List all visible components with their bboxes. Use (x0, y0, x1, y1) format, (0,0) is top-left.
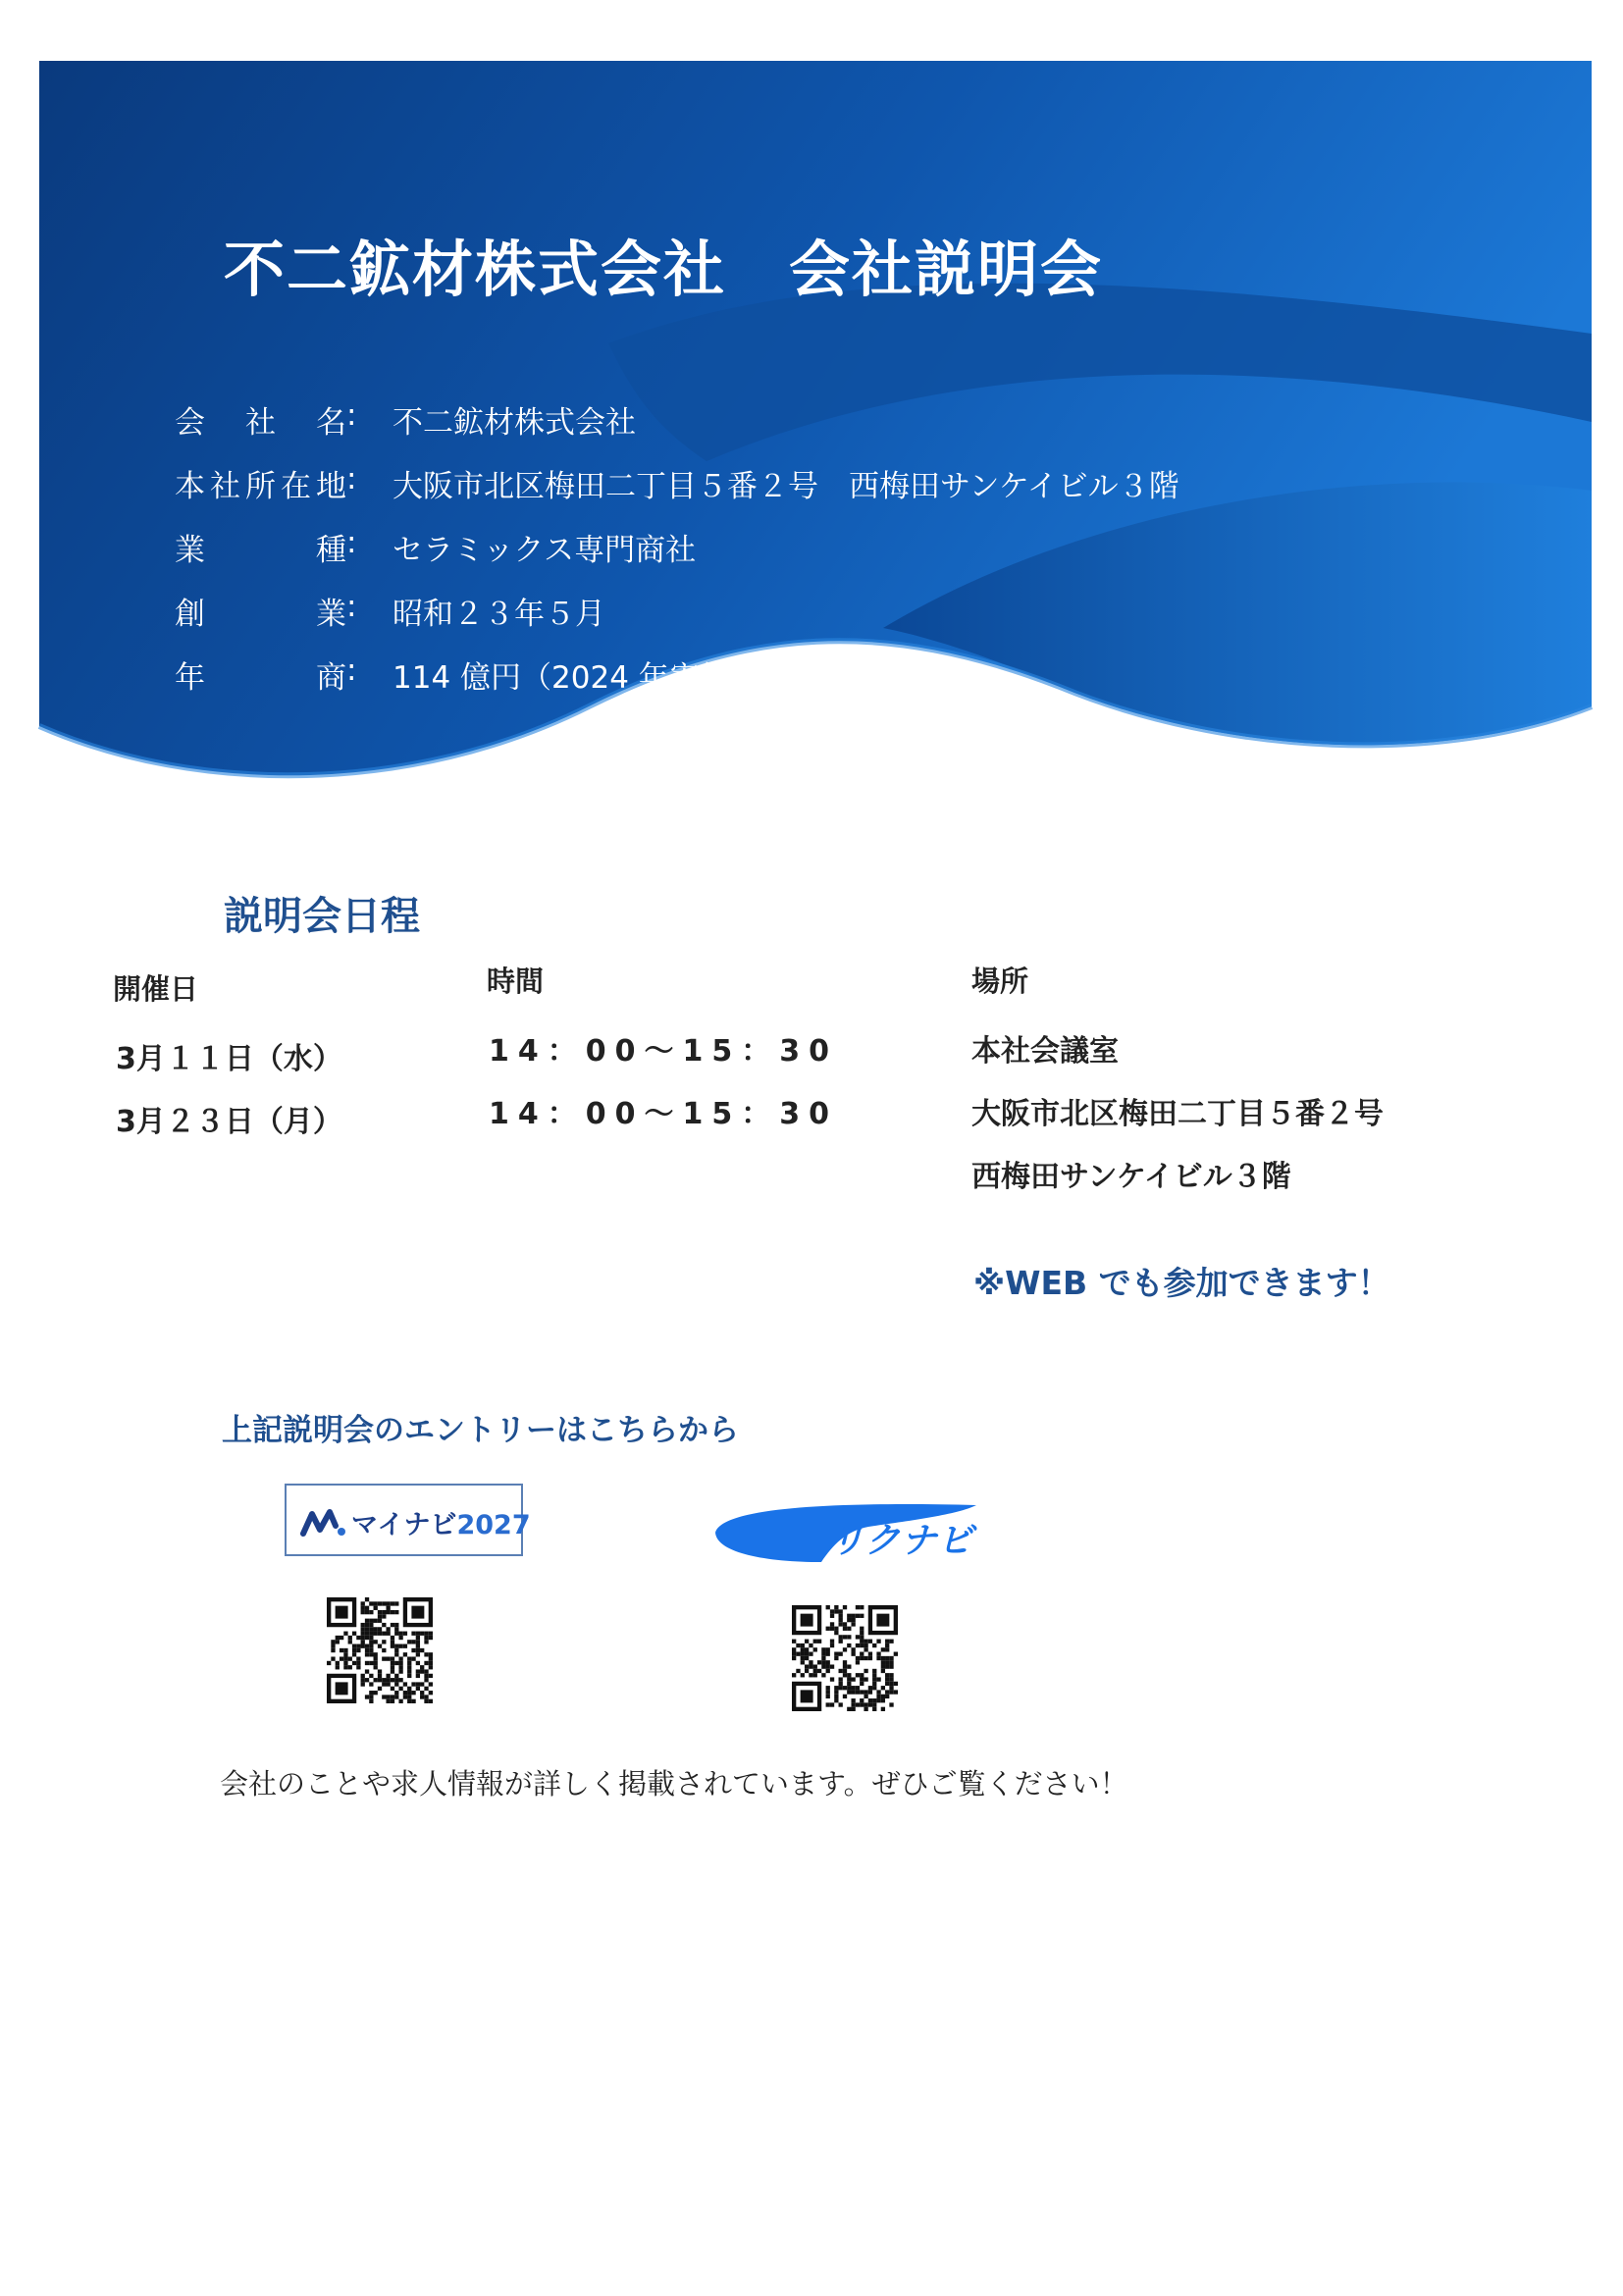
info-colon: : (346, 525, 357, 560)
place-line: 本社会議室 (971, 1034, 1119, 1069)
footer-note: 会社のことや求人情報が詳しく掲載されています。ぜひご覧ください！ (220, 1767, 1128, 1800)
info-colon: : (346, 461, 357, 496)
place-line: 西梅田サンケイビル３階 (971, 1160, 1291, 1194)
web-participation-note: ※WEB でも参加できます！ (973, 1264, 1390, 1302)
page-title: 不二鉱材株式会社 会社説明会 (224, 234, 1104, 305)
column-header-date: 開催日 (113, 972, 199, 1006)
schedule-time: 14：00～15：30 (489, 1034, 838, 1069)
mynavi-year: 2027 (456, 1510, 531, 1540)
info-label: 会社名 (175, 405, 346, 441)
schedule-title: 説明会日程 (224, 894, 420, 939)
schedule-time: 14：00～15：30 (489, 1097, 838, 1131)
info-colon: : (346, 652, 357, 688)
rikunabi-qr-code[interactable] (792, 1605, 898, 1711)
mynavi-qr-code[interactable] (327, 1597, 433, 1703)
column-header-time: 時間 (487, 965, 545, 998)
info-label: 本社所在地 (175, 469, 346, 504)
info-value: 114 億円（2024 年実績） (393, 660, 760, 696)
mynavi-mark-icon (300, 1506, 347, 1538)
mynavi-name: マイナビ (351, 1510, 457, 1540)
info-label: 年商 (175, 660, 346, 696)
info-value: 大阪市北区梅田二丁目５番２号 西梅田サンケイビル３階 (393, 469, 1179, 504)
mynavi-label (351, 1503, 531, 1541)
column-header-place: 場所 (971, 965, 1029, 998)
entry-title: 上記説明会のエントリーはこちらから (222, 1413, 739, 1448)
mynavi-logo-link[interactable] (285, 1484, 531, 1556)
info-label: 業種 (175, 533, 346, 568)
place-line: 大阪市北区梅田二丁目５番２号 (971, 1097, 1384, 1131)
info-colon: : (346, 589, 357, 624)
rikunabi-label[interactable]: リクナビ (829, 1521, 974, 1561)
info-value: 不二鉱材株式会社 (393, 405, 636, 441)
info-value: セラミックス専門商社 (393, 533, 697, 568)
info-label: 創業 (175, 597, 346, 632)
schedule-date: 3月２３日（月） (116, 1105, 342, 1139)
info-colon: : (346, 397, 357, 433)
schedule-date: 3月１１日（水） (116, 1042, 342, 1076)
info-value: 昭和２３年５月 (393, 597, 605, 632)
